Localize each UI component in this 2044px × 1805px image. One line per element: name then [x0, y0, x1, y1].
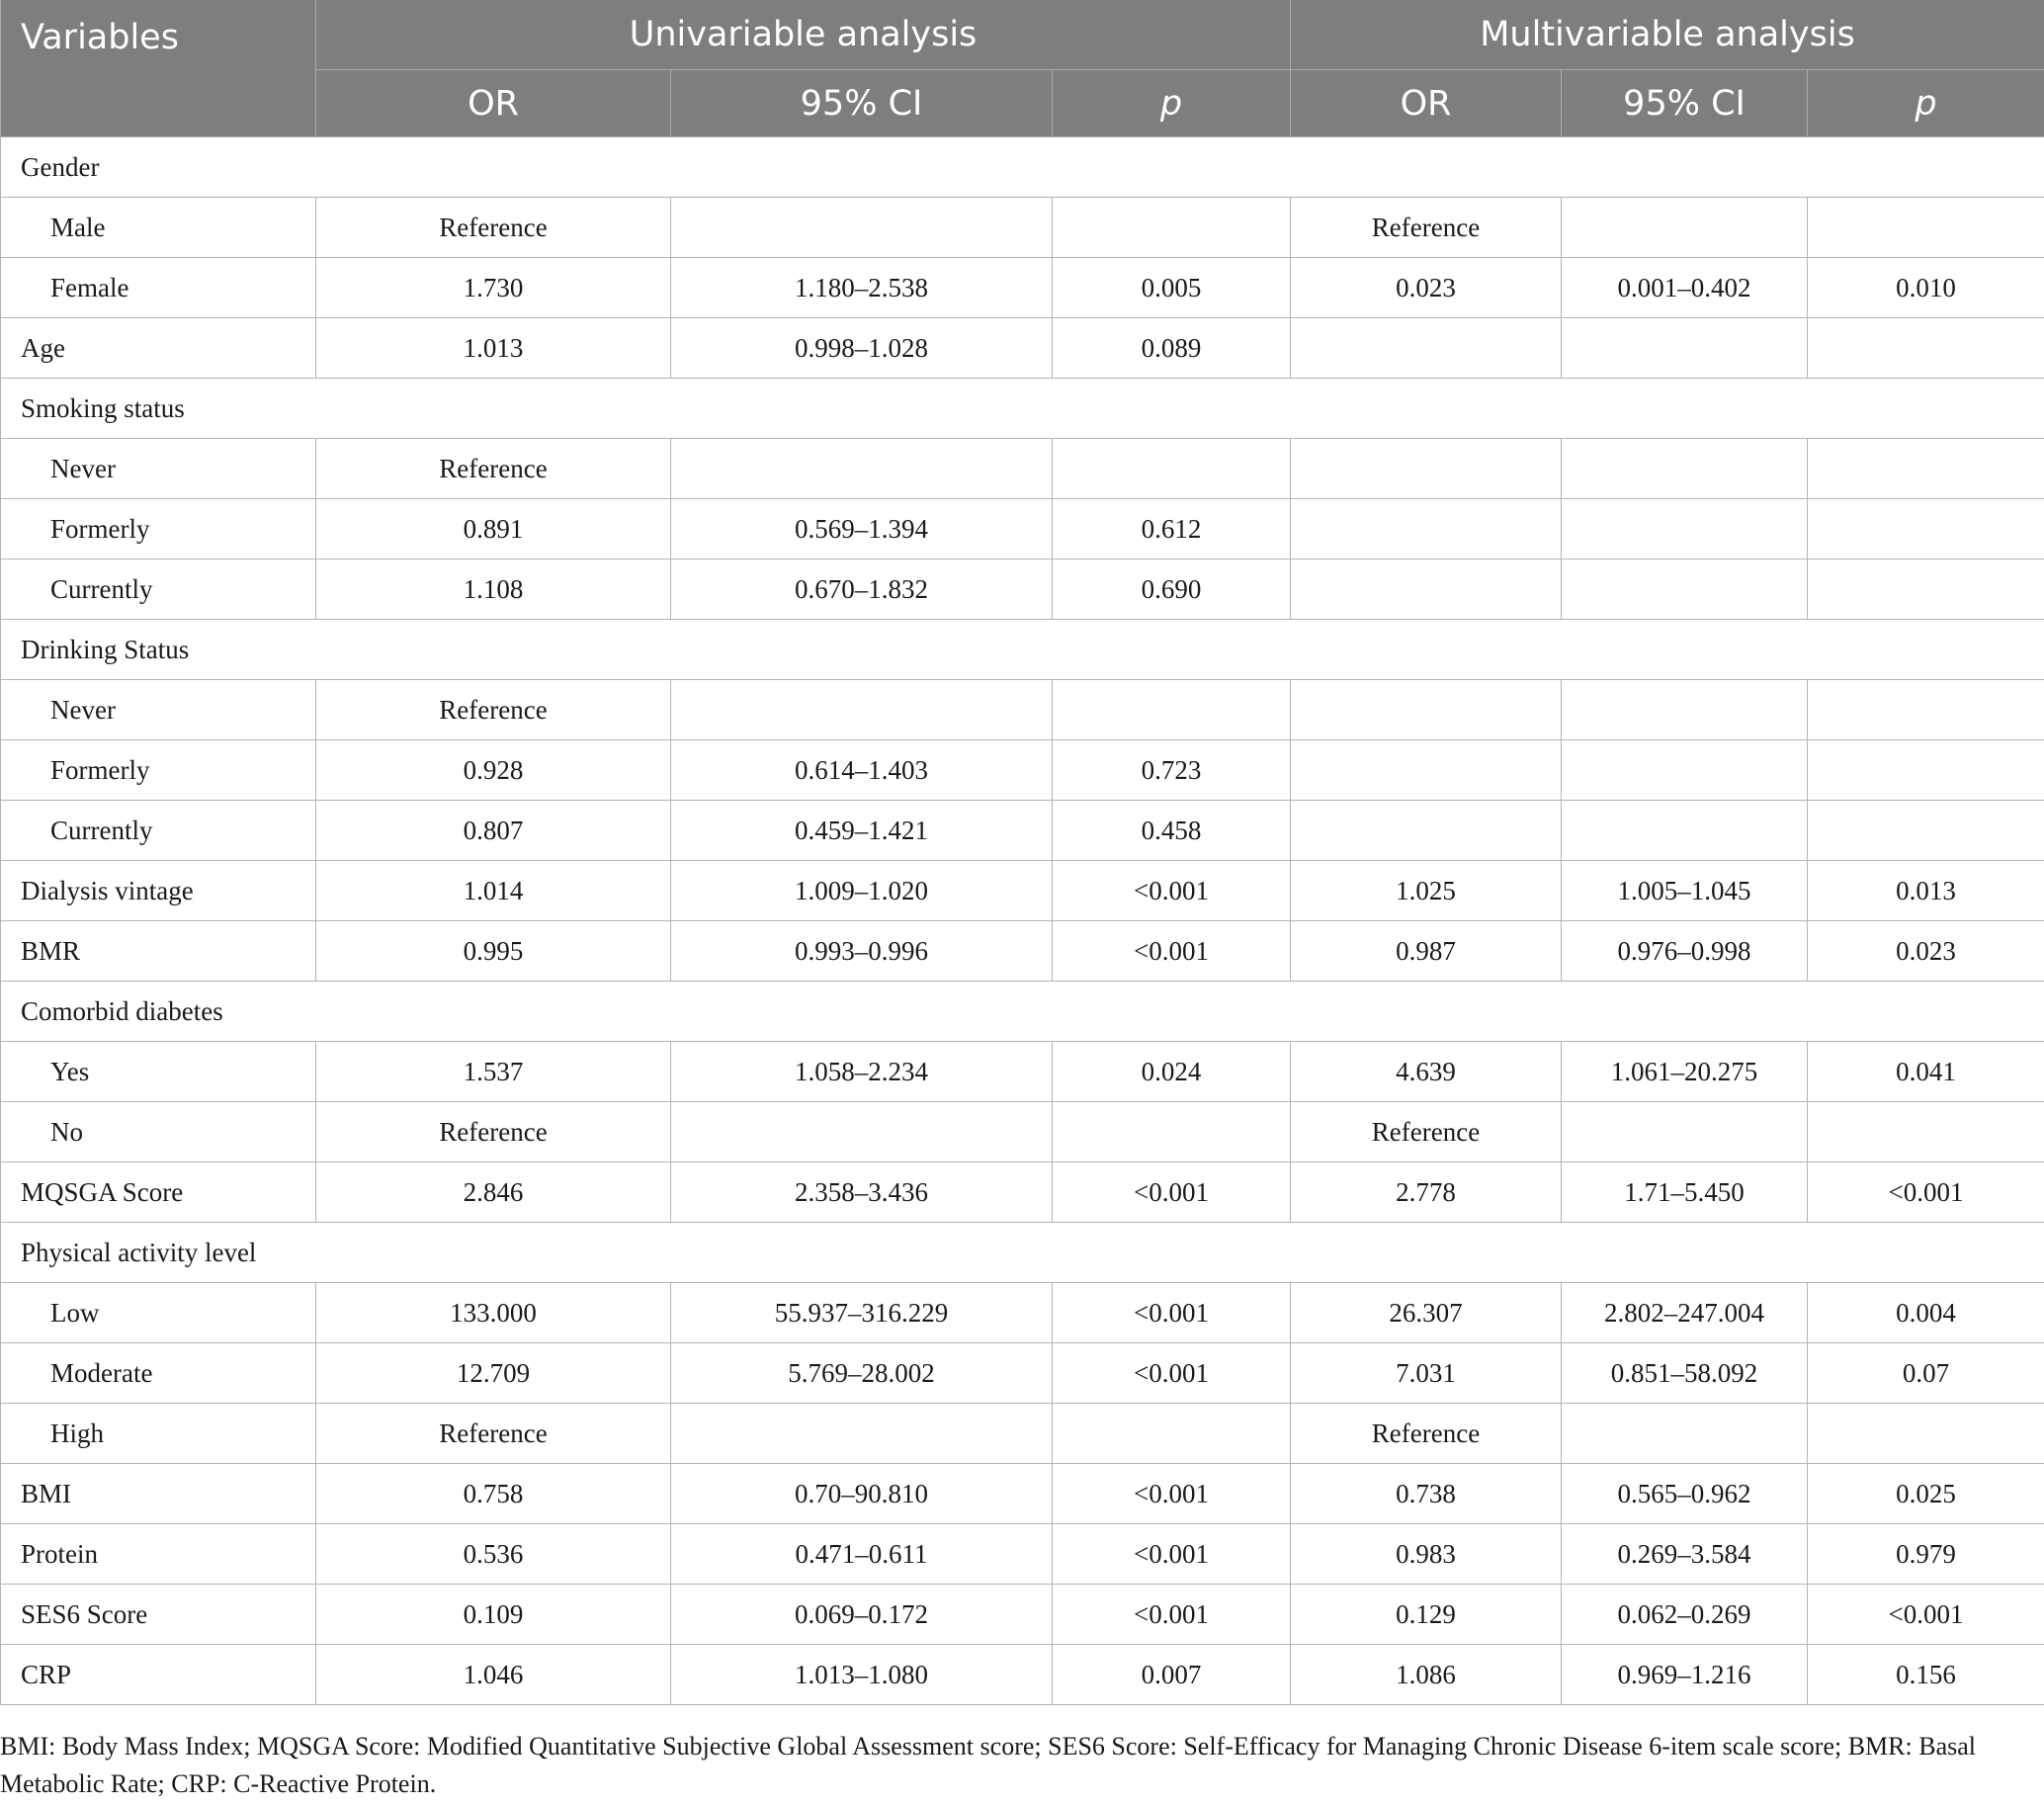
multivariable-ci-header: 95% CI: [1562, 70, 1808, 137]
multivariable-or-cell: [1291, 318, 1562, 379]
table-row: [1, 861, 2044, 921]
group-label: Smoking status: [1, 379, 2044, 439]
table-row: [1, 740, 2044, 801]
univariable-ci-cell: [671, 198, 1053, 258]
table-row: [1, 1102, 2044, 1162]
table-row: [1, 198, 2044, 258]
univariable-p-cell: [1053, 1404, 1291, 1464]
variable-label: Formerly: [1, 740, 316, 801]
multivariable-or-cell: Reference: [1291, 198, 1562, 258]
variable-label: MQSGA Score: [1, 1162, 316, 1223]
group-label: Comorbid diabetes: [1, 982, 2044, 1042]
table-row: [1, 1524, 2044, 1585]
univariable-ci-cell: 1.058–2.234: [671, 1042, 1053, 1102]
univariable-or-cell: 0.928: [316, 740, 671, 801]
multivariable-or-cell: [1291, 439, 1562, 499]
univariable-p-cell: <0.001: [1053, 861, 1291, 921]
univariable-ci-cell: 1.013–1.080: [671, 1645, 1053, 1705]
univariable-p-cell: 0.458: [1053, 801, 1291, 861]
variable-label: Currently: [1, 801, 316, 861]
univariable-p-cell: [1053, 680, 1291, 740]
univariable-p-cell: 0.612: [1053, 499, 1291, 559]
univariable-ci-cell: 0.993–0.996: [671, 921, 1053, 982]
multivariable-p-cell: 0.004: [1808, 1283, 2044, 1343]
univariable-or-cell: 1.046: [316, 1645, 671, 1705]
multivariable-p-cell: [1808, 1102, 2044, 1162]
table-row: [1, 258, 2044, 318]
multivariable-or-cell: 4.639: [1291, 1042, 1562, 1102]
univariable-p-cell: <0.001: [1053, 1585, 1291, 1645]
univariable-p-cell: 0.005: [1053, 258, 1291, 318]
univariable-or-cell: Reference: [316, 1404, 671, 1464]
multivariable-ci-cell: 0.976–0.998: [1562, 921, 1808, 982]
multivariable-p-cell: [1808, 680, 2044, 740]
group-header-row: [1, 1223, 2044, 1283]
multivariable-or-cell: [1291, 559, 1562, 620]
univariable-p-cell: 0.089: [1053, 318, 1291, 379]
univariable-ci-cell: [671, 439, 1053, 499]
multivariable-or-cell: 7.031: [1291, 1343, 1562, 1404]
multivariable-or-cell: 0.129: [1291, 1585, 1562, 1645]
group-label: Physical activity level: [1, 1223, 2044, 1283]
table-row: [1, 1585, 2044, 1645]
multivariable-p-header: p: [1808, 70, 2044, 137]
group-label: Gender: [1, 137, 2044, 198]
univariable-p-cell: 0.024: [1053, 1042, 1291, 1102]
variable-label: Never: [1, 680, 316, 740]
variable-label: BMI: [1, 1464, 316, 1524]
group-header-row: [1, 379, 2044, 439]
univariable-or-cell: 12.709: [316, 1343, 671, 1404]
univariable-p-cell: [1053, 198, 1291, 258]
univariable-ci-cell: 0.471–0.611: [671, 1524, 1053, 1585]
univariable-p-cell: [1053, 1102, 1291, 1162]
multivariable-or-cell: 1.025: [1291, 861, 1562, 921]
multivariable-p-cell: [1808, 801, 2044, 861]
univariable-ci-cell: 55.937–316.229: [671, 1283, 1053, 1343]
variable-label: Age: [1, 318, 316, 379]
multivariable-p-cell: [1808, 1404, 2044, 1464]
multivariable-ci-cell: 0.001–0.402: [1562, 258, 1808, 318]
univariable-or-cell: 1.108: [316, 559, 671, 620]
multivariable-or-cell: 26.307: [1291, 1283, 1562, 1343]
univariable-p-cell: 0.007: [1053, 1645, 1291, 1705]
multivariable-ci-cell: [1562, 1102, 1808, 1162]
table-row: [1, 1283, 2044, 1343]
univariable-ci-cell: 0.670–1.832: [671, 559, 1053, 620]
multivariable-or-cell: 2.778: [1291, 1162, 1562, 1223]
univariable-or-cell: 0.758: [316, 1464, 671, 1524]
univariable-p-cell: <0.001: [1053, 1283, 1291, 1343]
table-row: [1, 439, 2044, 499]
table-row: [1, 1464, 2044, 1524]
multivariable-ci-cell: [1562, 499, 1808, 559]
univariable-or-cell: Reference: [316, 198, 671, 258]
multivariable-or-cell: [1291, 740, 1562, 801]
multivariable-or-cell: [1291, 801, 1562, 861]
table-row: [1, 1404, 2044, 1464]
multivariable-ci-cell: [1562, 198, 1808, 258]
multivariable-p-cell: 0.025: [1808, 1464, 2044, 1524]
univariable-p-header: p: [1053, 70, 1291, 137]
univariable-p-cell: <0.001: [1053, 1524, 1291, 1585]
multivariable-ci-cell: 0.269–3.584: [1562, 1524, 1808, 1585]
univariable-ci-cell: 0.998–1.028: [671, 318, 1053, 379]
multivariable-ci-cell: 2.802–247.004: [1562, 1283, 1808, 1343]
multivariable-p-cell: 0.010: [1808, 258, 2044, 318]
multivariable-or-cell: 1.086: [1291, 1645, 1562, 1705]
table-row: [1, 1343, 2044, 1404]
variable-label: Male: [1, 198, 316, 258]
univariable-ci-cell: 1.009–1.020: [671, 861, 1053, 921]
univariable-ci-cell: 0.614–1.403: [671, 740, 1053, 801]
multivariable-or-cell: Reference: [1291, 1404, 1562, 1464]
multivariable-or-cell: 0.987: [1291, 921, 1562, 982]
table-row: [1, 801, 2044, 861]
multivariable-p-cell: 0.013: [1808, 861, 2044, 921]
multivariable-ci-cell: [1562, 680, 1808, 740]
univariable-or-cell: 2.846: [316, 1162, 671, 1223]
table-row: [1, 318, 2044, 379]
group-label: Drinking Status: [1, 620, 2044, 680]
multivariable-ci-cell: [1562, 559, 1808, 620]
multivariable-p-cell: 0.156: [1808, 1645, 2044, 1705]
variables-header: Variables: [1, 0, 316, 137]
variable-label: No: [1, 1102, 316, 1162]
multivariable-ci-cell: 0.565–0.962: [1562, 1464, 1808, 1524]
multivariable-or-cell: Reference: [1291, 1102, 1562, 1162]
univariable-p-cell: <0.001: [1053, 921, 1291, 982]
variable-label: Protein: [1, 1524, 316, 1585]
multivariable-or-cell: 0.738: [1291, 1464, 1562, 1524]
table-row: [1, 1645, 2044, 1705]
multivariable-p-cell: 0.07: [1808, 1343, 2044, 1404]
multivariable-ci-cell: 1.061–20.275: [1562, 1042, 1808, 1102]
univariable-ci-cell: 0.459–1.421: [671, 801, 1053, 861]
table-row: [1, 1162, 2044, 1223]
multivariable-p-cell: [1808, 318, 2044, 379]
multivariable-p-cell: [1808, 740, 2044, 801]
variable-label: Formerly: [1, 499, 316, 559]
univariable-or-cell: Reference: [316, 1102, 671, 1162]
group-header-row: [1, 620, 2044, 680]
univariable-or-cell: Reference: [316, 439, 671, 499]
univariable-or-cell: 1.537: [316, 1042, 671, 1102]
multivariable-p-cell: [1808, 559, 2044, 620]
univariable-or-cell: 0.995: [316, 921, 671, 982]
univariable-ci-cell: 0.569–1.394: [671, 499, 1053, 559]
multivariable-ci-cell: 0.851–58.092: [1562, 1343, 1808, 1404]
multivariable-or-cell: [1291, 680, 1562, 740]
multivariable-ci-cell: [1562, 1404, 1808, 1464]
multivariable-ci-cell: 1.005–1.045: [1562, 861, 1808, 921]
variable-label: SES6 Score: [1, 1585, 316, 1645]
table-row: [1, 921, 2044, 982]
multivariable-ci-cell: [1562, 740, 1808, 801]
univariable-or-cell: 0.109: [316, 1585, 671, 1645]
univariable-ci-cell: 0.069–0.172: [671, 1585, 1053, 1645]
multivariable-ci-cell: [1562, 318, 1808, 379]
table-footnote: BMI: Body Mass Index; MQSGA Score: Modified Quantitative Subjective Global Assessment score; SES6 Score: Self-Efficacy for Managing Chronic Disease 6-item scale score; BMR: Basal Metabolic Rate; CRP: C-Reactive Protein.: [0, 1732, 1977, 1798]
univariable-header: Univariable analysis: [316, 0, 1291, 70]
univariable-ci-header: 95% CI: [671, 70, 1053, 137]
univariable-or-header: OR: [316, 70, 671, 137]
group-header-row: [1, 137, 2044, 198]
univariable-or-cell: 1.014: [316, 861, 671, 921]
variable-label: Yes: [1, 1042, 316, 1102]
multivariable-p-cell: <0.001: [1808, 1585, 2044, 1645]
multivariable-ci-cell: [1562, 439, 1808, 499]
variable-label: Currently: [1, 559, 316, 620]
univariable-p-cell: 0.723: [1053, 740, 1291, 801]
multivariable-ci-cell: 0.969–1.216: [1562, 1645, 1808, 1705]
multivariable-p-cell: <0.001: [1808, 1162, 2044, 1223]
table-row: [1, 1042, 2044, 1102]
univariable-or-cell: 133.000: [316, 1283, 671, 1343]
multivariable-or-header: OR: [1291, 70, 1562, 137]
multivariable-or-cell: 0.023: [1291, 258, 1562, 318]
univariable-or-cell: Reference: [316, 680, 671, 740]
table-row: [1, 499, 2044, 559]
variable-label: Moderate: [1, 1343, 316, 1404]
multivariable-header: Multivariable analysis: [1291, 0, 2044, 70]
univariable-p-cell: <0.001: [1053, 1162, 1291, 1223]
multivariable-or-cell: 0.983: [1291, 1524, 1562, 1585]
table-row: [1, 680, 2044, 740]
multivariable-p-cell: 0.023: [1808, 921, 2044, 982]
variable-label: BMR: [1, 921, 316, 982]
multivariable-ci-cell: 0.062–0.269: [1562, 1585, 1808, 1645]
multivariable-p-cell: [1808, 499, 2044, 559]
variable-label: Never: [1, 439, 316, 499]
univariable-or-cell: 1.013: [316, 318, 671, 379]
header-row-groups: [1, 0, 2044, 70]
table-header: [1, 0, 2044, 137]
univariable-ci-cell: 0.70–90.810: [671, 1464, 1053, 1524]
multivariable-ci-cell: 1.71–5.450: [1562, 1162, 1808, 1223]
univariable-p-cell: <0.001: [1053, 1343, 1291, 1404]
variable-label: High: [1, 1404, 316, 1464]
variable-label: CRP: [1, 1645, 316, 1705]
univariable-p-cell: [1053, 439, 1291, 499]
multivariable-p-cell: 0.041: [1808, 1042, 2044, 1102]
table-body: [1, 137, 2044, 1705]
variable-label: Female: [1, 258, 316, 318]
group-header-row: [1, 982, 2044, 1042]
univariable-ci-cell: [671, 1404, 1053, 1464]
table-row: [1, 559, 2044, 620]
multivariable-p-cell: 0.979: [1808, 1524, 2044, 1585]
univariable-or-cell: 0.891: [316, 499, 671, 559]
univariable-or-cell: 1.730: [316, 258, 671, 318]
multivariable-p-cell: [1808, 439, 2044, 499]
multivariable-p-cell: [1808, 198, 2044, 258]
univariable-ci-cell: 1.180–2.538: [671, 258, 1053, 318]
univariable-ci-cell: [671, 680, 1053, 740]
univariable-ci-cell: 5.769–28.002: [671, 1343, 1053, 1404]
univariable-or-cell: 0.807: [316, 801, 671, 861]
univariable-ci-cell: [671, 1102, 1053, 1162]
univariable-ci-cell: 2.358–3.436: [671, 1162, 1053, 1223]
univariable-p-cell: 0.690: [1053, 559, 1291, 620]
univariable-or-cell: 0.536: [316, 1524, 671, 1585]
univariable-p-cell: <0.001: [1053, 1464, 1291, 1524]
multivariable-ci-cell: [1562, 801, 1808, 861]
variable-label: Dialysis vintage: [1, 861, 316, 921]
multivariable-or-cell: [1291, 499, 1562, 559]
variable-label: Low: [1, 1283, 316, 1343]
